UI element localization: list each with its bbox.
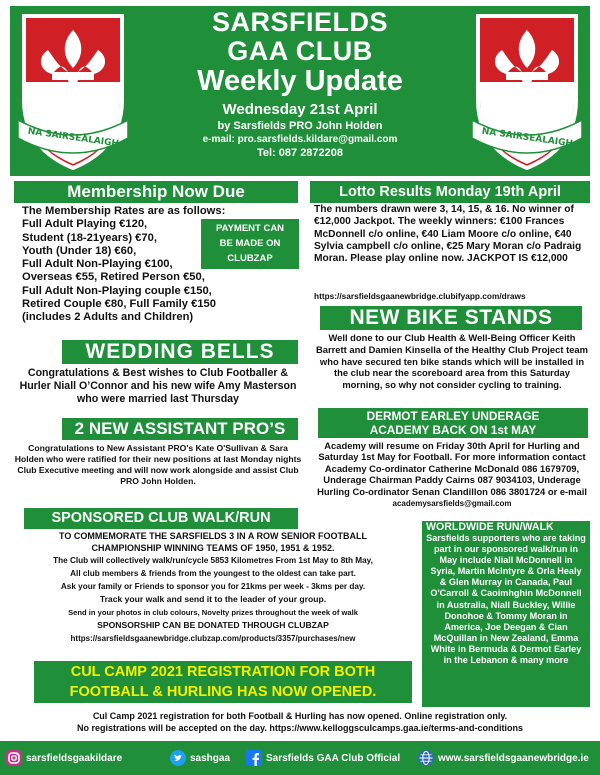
bike-stands-text: Well done to our Club Health & Well-Being Officer Keith Barrett and Damien Kinsella of the Healthy Club Project team who have secured ten bike stands which will be installed in the club near the scoreboard area from this Saturday morning, so why not consider cycling to training. bbox=[316, 332, 588, 391]
club-crest-icon bbox=[18, 12, 128, 172]
academy-heading-line: ACADEMY BACK ON 1st MAY bbox=[369, 423, 537, 437]
globe-icon bbox=[418, 750, 434, 766]
twitter-icon bbox=[170, 750, 186, 766]
issue-date: Wednesday 21st April bbox=[222, 101, 378, 118]
cul-camp-note-line: Cul Camp 2021 registration for both Football & Hurling has now opened. Online registration only. bbox=[92, 711, 508, 721]
academy-heading bbox=[318, 408, 588, 438]
bike-stands-heading: NEW BIKE STANDS bbox=[320, 306, 582, 330]
walk-run-heading: SPONSORED CLUB WALK/RUN bbox=[24, 508, 298, 529]
membership-line: Full Adult Non-Playing €100, bbox=[22, 258, 173, 271]
membership-line: Student (18-21years) €70, bbox=[22, 231, 157, 244]
newsletter-subtitle: Weekly Update bbox=[197, 65, 403, 97]
contact-email: e-mail: pro.sarsfields.kildare@gmail.com bbox=[202, 134, 398, 145]
club-name-2: GAA CLUB bbox=[227, 36, 373, 66]
walk-line: CHAMPIONSHIP WINNING TEAMS OF 1950, 1951 & 1952. bbox=[91, 543, 335, 553]
membership-heading: Membership Now Due bbox=[14, 181, 298, 203]
membership-line: The Membership Rates are as follows: bbox=[22, 205, 226, 217]
lotto-text: The numbers drawn were 3, 14, 15, & 16. No winner of €12,000 Jackpot. The weekly winners: €100 Frances McDonnell c/o online, €40 Liam Moore c/o online, €40 Sylvia campbell c/o online, €25 Mary Moran c/o Padraig Moran. Please play online now. JACKPOT IS €12,000 bbox=[314, 204, 582, 265]
facebook-link[interactable] bbox=[246, 750, 400, 766]
walk-run-text bbox=[14, 530, 412, 645]
cul-camp-note-line: No registrations will be accepted on the day. https://www.kelloggsculcamps.gaa.ie/terms-and-conditions bbox=[76, 723, 524, 733]
cul-camp-banner bbox=[34, 661, 412, 703]
pay-line: CLUBZAP bbox=[227, 253, 273, 264]
walk-line: Send in your photos in club colours, Novelty prizes throughout the week of walk bbox=[68, 608, 358, 617]
academy-heading-line: DERMOT EARLEY UNDERAGE bbox=[366, 409, 540, 423]
academy-text bbox=[314, 440, 590, 509]
crest-text-left: NA SAIRSEALAIGH bbox=[27, 126, 120, 150]
worldwide-text: Sarsfields supporters who are taking part in our sponsored walk/run in May include Niall McDonnell in Syria, Martin McIntyre & Orla Healy & Glen Murray in Canada, Paul O'Carroll & Caoimhghin McDonnell in Australia, Niall Buckley, Willie Donohoe & Tommy Moran in America, Joe Deegan & Cian McQuillan in New Zealand, Emma White in Bermuda & Dermot Earley in the Lebanon & many more bbox=[426, 533, 586, 666]
membership-line: Full Adult Non-Playing couple €150, bbox=[22, 284, 212, 297]
walk-line: TO COMMEMORATE THE SARSFIELDS 3 IN A ROW SENIOR FOOTBALL bbox=[59, 531, 367, 541]
header-banner bbox=[10, 6, 590, 176]
twitter-link[interactable] bbox=[170, 750, 230, 766]
lotto-link[interactable]: https://sarsfieldsgaanewbridge.clubifyapp.com/draws bbox=[314, 291, 526, 301]
cul-camp-line: FOOTBALL & HURLING HAS NOW OPENED. bbox=[69, 684, 377, 700]
cul-camp-line: CUL CAMP 2021 REGISTRATION FOR BOTH bbox=[70, 664, 376, 680]
assistant-pro-text: Congratulations to New Assistant PRO's Kate O'Sullivan & Sara Holden who were ratified for their new positions at last Monday nights Club Executive meeting and will now work alongside and assist Club PRO John Holden. bbox=[14, 443, 302, 486]
membership-line: Youth (Under 18) €60, bbox=[22, 244, 137, 257]
facebook-icon bbox=[246, 750, 262, 766]
pay-line: PAYMENT CAN bbox=[215, 223, 285, 234]
instagram-handle: sarsfieldsgaakildare bbox=[26, 752, 123, 764]
facebook-page: Sarsfields GAA Club Official bbox=[266, 752, 401, 764]
walk-line: All club members & friends from the youngest to the oldest can take part. bbox=[70, 569, 356, 578]
twitter-handle: sashgaa bbox=[190, 752, 231, 764]
wedding-text: Congratulations & Best wishes to Club Footballer & Hurler Niall O’Connor and his new wife Amy Masterson who were married last Thursday bbox=[19, 367, 297, 405]
walk-line: The Club will collectively walk/run/cycle 5853 Kilometres From 1st May to 8th May, bbox=[53, 556, 373, 565]
wedding-heading: WEDDING BELLS bbox=[62, 340, 298, 364]
worldwide-box bbox=[422, 521, 590, 707]
clubzap-link[interactable]: https://sarsfieldsgaanewbridge.clubzap.com/products/3357/purchases/new bbox=[70, 634, 356, 643]
walk-line: Ask your family or Friends to sponsor you for 21kms per week - 3kms per day. bbox=[60, 582, 366, 591]
cul-camp-note bbox=[14, 710, 586, 734]
payment-clubzap-box bbox=[201, 219, 299, 269]
website-link[interactable] bbox=[418, 750, 589, 766]
membership-line: Full Adult Playing €120, bbox=[22, 218, 148, 231]
academy-body: Academy will resume on Friday 30th April for Hurling and Saturday 1st May for Football. For more information contact Academy Co-ordinator Catherine McDonald 086 1679709, Underage Chairman Paddy Cairns 087 9034103, Underage Hurling Co-ordinator Senan Clandillon 086 3801724 or e-mail bbox=[317, 440, 587, 497]
walk-line: SPONSORSHIP CAN BE DONATED THROUGH CLUBZAP bbox=[97, 620, 329, 630]
pay-line: BE MADE ON bbox=[219, 238, 281, 249]
walk-line: Track your walk and send it to the leader of your group. bbox=[99, 594, 327, 604]
club-name: SARSFIELDS bbox=[211, 7, 389, 37]
contact-phone: Tel: 087 2872208 bbox=[256, 147, 344, 159]
membership-line: Overseas €55, Retired Person €50, bbox=[22, 271, 205, 284]
crest-text-right: NA SAIRSEALAIGH bbox=[481, 126, 574, 150]
byline: by Sarsfields PRO John Holden bbox=[217, 120, 383, 132]
instagram-icon bbox=[6, 750, 22, 766]
membership-line: (includes 2 Adults and Children) bbox=[22, 311, 194, 324]
instagram-link[interactable] bbox=[6, 750, 122, 766]
social-footer bbox=[0, 741, 600, 775]
club-crest-icon bbox=[472, 12, 582, 172]
worldwide-title: WORLDWIDE RUN/WALK bbox=[426, 521, 554, 533]
assistant-pro-heading: 2 NEW ASSISTANT PRO’S bbox=[62, 418, 298, 440]
header-text bbox=[135, 8, 465, 160]
lotto-heading: Lotto Results Monday 19th April bbox=[310, 181, 590, 203]
academy-email[interactable]: academysarsfields@gmail.com bbox=[392, 499, 512, 509]
website-url: www.sarsfieldsgaanewbridge.ie bbox=[438, 752, 589, 764]
membership-line: Retired Couple €80, Full Family €150 bbox=[22, 298, 216, 311]
